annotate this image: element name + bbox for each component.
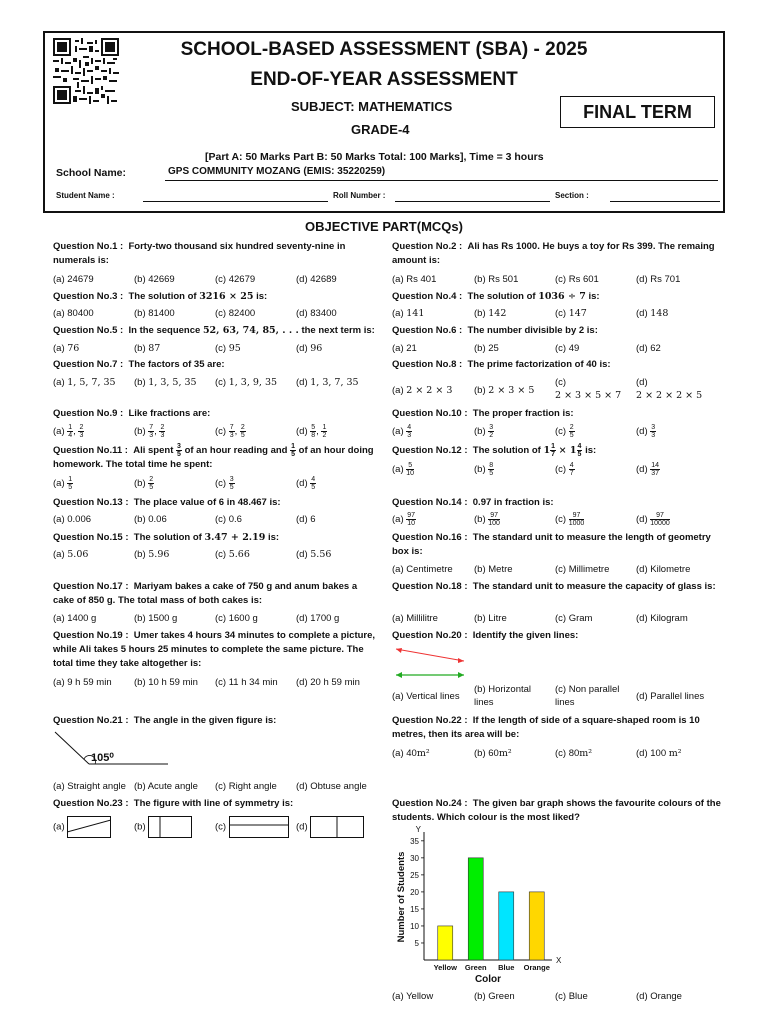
q20-option-c[interactable]: (c) Non parallel lines — [555, 684, 620, 708]
q9-option-b[interactable]: (b) $\frac{7}{3}$ , $\frac{2}{3}$ — [134, 424, 165, 439]
q24-option-b[interactable]: (b) Green — [474, 991, 515, 1002]
q18-option-c[interactable]: (c) Gram — [555, 613, 593, 624]
question-4: Question No.4 : The solution of 1036 ÷ 7 is: — [392, 291, 600, 302]
question-2: Question No.2 : Ali has Rs 1000. He buys a toy for Rs 399. The remaing amount is: — [392, 241, 715, 266]
question-1: Question No.1 : Forty-two thousand six hundred seventy-nine in numerals is: — [53, 241, 346, 266]
q16-option-a[interactable]: (a) Centimetre — [392, 564, 453, 575]
q11-option-a[interactable]: (a) $\frac{1}{5}$ — [53, 476, 73, 491]
q3-option-b[interactable]: (b) 81400 — [134, 308, 175, 319]
section-label: Section : — [555, 191, 589, 200]
student-name-label: Student Name : — [56, 191, 115, 200]
q24-option-d[interactable]: (d) Orange — [636, 991, 682, 1002]
question-16: Question No.16 : The standard unit to measure the length of geometry box is: — [392, 532, 711, 557]
q11-option-b[interactable]: (b) $\frac{2}{5}$ — [134, 476, 154, 491]
q3-option-a[interactable]: (a) 80400 — [53, 308, 94, 319]
q22-option-d[interactable]: (d) 100 m² — [636, 748, 682, 759]
question-11: Question No.11 : Ali spent $\frac{3}{5}$ of an hour reading and $\frac{1}{5}$ of an hour doing homework. The total time he spent: — [53, 443, 374, 471]
q20-option-a[interactable]: (a) Vertical lines — [392, 691, 460, 702]
q2-option-b[interactable]: (b) Rs 501 — [474, 274, 519, 285]
q6-option-b[interactable]: (b) 25 — [474, 343, 499, 354]
x-tick-label: Blue — [498, 963, 515, 972]
question-12: Question No.12 : The solution of 1 $\frac{1}{7}$ × 1 $\frac{4}{5}$ is: — [392, 443, 597, 458]
q10-option-a[interactable]: (a) $\frac{4}{3}$ — [392, 424, 412, 439]
y-axis-letter: Y — [415, 826, 421, 834]
q12-option-d[interactable]: (d) $\frac{14}{37}$ — [636, 462, 660, 477]
q17-option-a[interactable]: (a) 1400 g — [53, 613, 97, 624]
q1-option-b[interactable]: (b) 42669 — [134, 274, 175, 285]
q11-option-d[interactable]: (d) $\frac{4}{5}$ — [296, 476, 316, 491]
q15-option-a[interactable]: (a) 5.06 — [53, 549, 89, 560]
angle-label: 105⁰ — [91, 752, 114, 764]
q16-option-c[interactable]: (c) Millimetre — [555, 564, 610, 575]
shape-c — [229, 816, 289, 838]
q8-option-a[interactable]: (a) 2 × 2 × 3 — [392, 385, 453, 396]
q6-option-c[interactable]: (c) 49 — [555, 343, 580, 354]
q23-option-a[interactable]: (a) — [53, 816, 111, 838]
q16-option-d[interactable]: (d) Kilometre — [636, 564, 691, 575]
title-line-2: END-OF-YEAR ASSESSMENT — [250, 69, 518, 90]
q22-option-b[interactable]: (b) 60m² — [474, 748, 512, 759]
q19-option-c[interactable]: (c) 11 h 34 min — [215, 677, 278, 688]
bar-blue — [499, 892, 514, 960]
question-6: Question No.6 : The number divisible by 2 is: — [392, 325, 598, 336]
q7-option-d[interactable]: (d) 1, 3, 7, 35 — [296, 377, 359, 388]
question-20: Question No.20 : Identify the given lines: — [392, 630, 579, 641]
q2-option-d[interactable]: (d) Rs 701 — [636, 274, 681, 285]
angle-figure — [53, 728, 173, 772]
question-18: Question No.18 : The standard unit to measure the capacity of glass is: — [392, 581, 716, 592]
question-14: Question No.14 : 0.97 in fraction is: — [392, 497, 554, 508]
q2-option-a[interactable]: (a) Rs 401 — [392, 274, 437, 285]
q1-option-a[interactable]: (a) 24679 — [53, 274, 94, 285]
question-15: Question No.15 : The solution of 3.47 + 2.19 is: — [53, 532, 280, 543]
q4-option-b[interactable]: (b) 142 — [474, 308, 507, 319]
red-line — [396, 648, 464, 663]
q21-option-a[interactable]: (a) Straight angle — [53, 781, 126, 792]
question-10: Question No.10 : The proper fraction is: — [392, 408, 574, 419]
shape-b — [148, 816, 192, 838]
q23-option-b[interactable]: (b) — [134, 816, 192, 838]
q17-option-b[interactable]: (b) 1500 g — [134, 613, 178, 624]
x-tick-label: Yellow — [433, 963, 457, 972]
q19-option-b[interactable]: (b) 10 h 59 min — [134, 677, 198, 688]
q22-option-a[interactable]: (a) 40m² — [392, 748, 430, 759]
q24-option-a[interactable]: (a) Yellow — [392, 991, 434, 1002]
q7-option-a[interactable]: (a) 1, 5, 7, 35 — [53, 377, 116, 388]
q14-option-b[interactable]: (b) $\frac{97}{100}$ — [474, 512, 500, 527]
q10-option-b[interactable]: (b) $\frac{3}{2}$ — [474, 424, 494, 439]
bar-yellow — [438, 926, 453, 960]
green-line — [396, 672, 464, 678]
q24-option-c[interactable]: (c) Blue — [555, 991, 588, 1002]
title-line-1: SCHOOL-BASED ASSESSMENT (SBA) - 2025 — [180, 39, 588, 60]
q22-option-c[interactable]: (c) 80m² — [555, 748, 593, 759]
q9-option-d[interactable]: (d) $\frac{5}{8}$ , $\frac{1}{2}$ — [296, 424, 327, 439]
y-axis-label: Number of Students — [396, 851, 407, 943]
question-3: Question No.3 : The solution of 3216 × 25 is: — [53, 291, 268, 302]
question-8: Question No.8 : The prime factorization of 40 is: — [392, 359, 611, 370]
marks-info: [Part A: 50 Marks Part B: 50 Marks Total: 100 Marks], Time = 3 hours — [205, 151, 544, 163]
grade: GRADE-4 — [351, 122, 410, 137]
q21-option-c[interactable]: (c) Right angle — [215, 781, 277, 792]
final-term-badge: FINAL TERM — [560, 96, 715, 128]
question-23: Question No.23 : The figure with line of symmetry is: — [53, 798, 294, 809]
y-tick-label: 20 — [410, 887, 419, 897]
q10-option-c[interactable]: (c) $\frac{2}{5}$ — [555, 424, 574, 439]
q4-option-c[interactable]: (c) 147 — [555, 308, 587, 319]
q5-option-c[interactable]: (c) 95 — [215, 343, 241, 354]
x-tick-label: Orange — [523, 963, 550, 972]
q13-option-a[interactable]: (a) 0.006 — [53, 514, 92, 525]
question-19: Question No.19 : Umer takes 4 hours 34 minutes to complete a picture, while Ali takes 5 hours 25 minutes to complete the same picture. The total time they take altogether is: — [53, 630, 376, 669]
q15-option-c[interactable]: (c) 5.66 — [215, 549, 250, 560]
question-5: Question No.5 : In the sequence 52, 63, 74, 85, . . . the next term is: — [53, 325, 375, 336]
q9-option-a[interactable]: (a) $\frac{1}{4}$ , $\frac{2}{3}$ — [53, 424, 84, 439]
question-13: Question No.13 : The place value of 6 in 48.467 is: — [53, 497, 281, 508]
q20-option-b[interactable]: (b) Horizontal lines — [474, 684, 532, 708]
lines-figure — [392, 644, 472, 680]
school-name-field[interactable] — [165, 166, 718, 181]
q18-option-a[interactable]: (a) Millilitre — [392, 613, 438, 624]
y-tick-label: 30 — [410, 853, 419, 863]
q1-option-d[interactable]: (d) 42689 — [296, 274, 337, 285]
q17-option-c[interactable]: (c) 1600 g — [215, 613, 258, 624]
q17-option-d[interactable]: (d) 1700 g — [296, 613, 340, 624]
roll-number-label: Roll Number : — [333, 191, 386, 200]
q15-option-b[interactable]: (b) 5.96 — [134, 549, 170, 560]
header-box — [43, 31, 725, 213]
q15-option-d[interactable]: (d) 5.56 — [296, 549, 332, 560]
question-21: Question No.21 : The angle in the given figure is: — [53, 715, 277, 726]
q12-option-c[interactable]: (c) $\frac{4}{7}$ — [555, 462, 574, 477]
q14-option-d[interactable]: (d) $\frac{97}{10000}$ — [636, 512, 670, 527]
q7-option-c[interactable]: (c) 1, 3, 9, 35 — [215, 377, 278, 388]
q18-option-b[interactable]: (b) Litre — [474, 613, 507, 624]
subject: SUBJECT: MATHEMATICS — [291, 99, 453, 114]
q12-option-b[interactable]: (b) $\frac{8}{5}$ — [474, 462, 494, 477]
q10-option-d[interactable]: (d) $\frac{3}{3}$ — [636, 424, 656, 439]
question-9: Question No.9 : Like fractions are: — [53, 408, 211, 419]
q5-option-b[interactable]: (b) 87 — [134, 343, 161, 354]
shape-a — [67, 816, 111, 838]
q13-option-c[interactable]: (c) 0.6 — [215, 514, 242, 525]
q6-option-a[interactable]: (a) 21 — [392, 343, 417, 354]
bar-chart — [392, 826, 572, 986]
q23-option-c[interactable]: (c) — [215, 816, 289, 838]
x-axis-letter: X — [556, 956, 562, 965]
y-tick-label: 10 — [410, 921, 419, 931]
question-22: Question No.22 : If the length of side of a square-shaped room is 10 metres, then its area will be: — [392, 715, 700, 740]
shape-d — [310, 816, 364, 838]
y-tick-label: 35 — [410, 836, 419, 846]
q5-option-d[interactable]: (d) 96 — [296, 343, 323, 354]
q7-option-b[interactable]: (b) 1, 3, 5, 35 — [134, 377, 197, 388]
section-field[interactable] — [610, 201, 720, 202]
q23-option-d[interactable]: (d) — [296, 816, 364, 838]
q3-option-c[interactable]: (c) 82400 — [215, 308, 256, 319]
y-tick-label: 25 — [410, 870, 419, 880]
q6-option-d[interactable]: (d) 62 — [636, 343, 661, 354]
roll-number-field[interactable] — [395, 201, 550, 202]
q9-option-c[interactable]: (c) $\frac{7}{3}$ , $\frac{2}{5}$ — [215, 424, 245, 439]
bar-green — [468, 858, 483, 960]
x-tick-label: Green — [464, 963, 487, 972]
school-label: School Name: — [56, 167, 127, 179]
x-axis-label: Color — [474, 974, 502, 985]
q12-option-a[interactable]: (a) $\frac{5}{10}$ — [392, 462, 415, 477]
q8-option-d[interactable]: (d) 2 × 2 × 2 × 5 — [636, 377, 703, 401]
q14-option-c[interactable]: (c) $\frac{97}{1000}$ — [555, 512, 585, 527]
y-tick-label: 15 — [410, 904, 419, 914]
q19-option-a[interactable]: (a) 9 h 59 min — [53, 677, 112, 688]
q2-option-c[interactable]: (c) Rs 601 — [555, 274, 599, 285]
q21-option-b[interactable]: (b) Acute angle — [134, 781, 198, 792]
question-24: Question No.24 : The given bar graph shows the favourite colours of the students. Which colour is the most liked? — [392, 798, 721, 823]
q3-option-d[interactable]: (d) 83400 — [296, 308, 337, 319]
q4-option-a[interactable]: (a) 141 — [392, 308, 425, 319]
q18-option-d[interactable]: (d) Kilogram — [636, 613, 688, 624]
q16-option-b[interactable]: (b) Metre — [474, 564, 513, 575]
q13-option-b[interactable]: (b) 0.06 — [134, 514, 167, 525]
q1-option-c[interactable]: (c) 42679 — [215, 274, 256, 285]
bar-orange — [529, 892, 544, 960]
question-7: Question No.7 : The factors of 35 are: — [53, 359, 225, 370]
q5-option-a[interactable]: (a) 76 — [53, 343, 80, 354]
q8-option-b[interactable]: (b) 2 × 3 × 5 — [474, 385, 535, 396]
q20-option-d[interactable]: (d) Parallel lines — [636, 691, 705, 702]
q14-option-a[interactable]: (a) $\frac{97}{10}$ — [392, 512, 416, 527]
student-name-field[interactable] — [143, 201, 328, 202]
q21-option-d[interactable]: (d) Obtuse angle — [296, 781, 367, 792]
school-name-value: GPS COMMUNITY MOZANG (EMIS: 35220259) — [168, 166, 386, 177]
question-17: Question No.17 : Mariyam bakes a cake of 750 g and anum bakes a cake of 850 g. The total mass of both cakes is: — [53, 581, 358, 606]
y-tick-label: 5 — [414, 938, 419, 948]
q11-option-c[interactable]: (c) $\frac{3}{5}$ — [215, 476, 234, 491]
q19-option-d[interactable]: (d) 20 h 59 min — [296, 677, 360, 688]
q8-option-c[interactable]: (c) 2 × 3 × 5 × 7 — [555, 377, 622, 401]
section-title: OBJECTIVE PART(MCQs) — [305, 219, 463, 234]
q13-option-d[interactable]: (d) 6 — [296, 514, 316, 525]
q4-option-d[interactable]: (d) 148 — [636, 308, 669, 319]
